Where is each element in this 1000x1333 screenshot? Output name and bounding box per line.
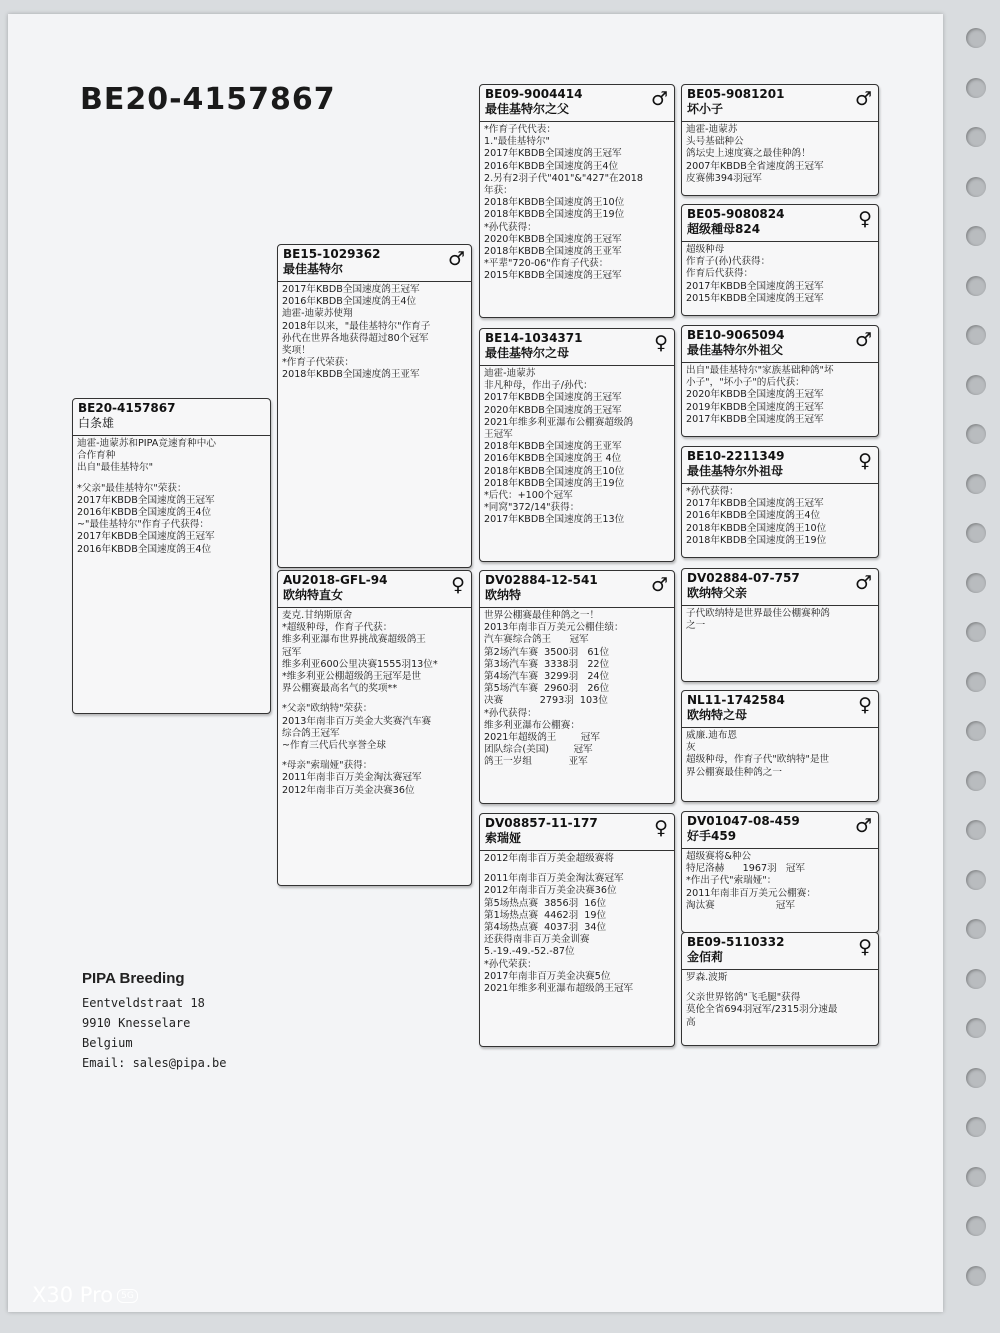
card-body — [682, 484, 878, 549]
breeder-address-line: Belgium — [82, 1036, 133, 1050]
ring-number: DV08857-11-177 — [485, 816, 598, 830]
pigeon-name: 好手459 — [687, 829, 737, 843]
achievement-line — [686, 984, 874, 992]
achievement-line: 之一 — [686, 620, 706, 632]
achievement-line — [484, 865, 670, 873]
card-body — [278, 608, 471, 799]
achievement-line: 2017年KBDB全国速度鸽王冠军 — [282, 284, 420, 295]
pigeon-name: 欧纳特父亲 — [687, 586, 748, 600]
achievement-line: 2017年KBDB全国速度鸽王冠军 — [484, 392, 622, 404]
pedigree-card-ssd — [681, 204, 879, 316]
achievement-line: *后代：+100个冠军 — [484, 490, 573, 502]
achievement-line: 维多利亚600公里决赛1555羽13位* — [282, 658, 438, 670]
achievement-line: 孙代在世界各地获得超过80个冠军 — [282, 332, 429, 344]
achievement-line: 迪霍-迪蒙苏 — [484, 368, 536, 379]
achievement-line: 2018年KBDB全国速度鸽王10位 — [484, 197, 625, 209]
achievement-line: 作育子(孙)代获得： — [686, 256, 771, 268]
achievement-line: 2016年KBDB全国速度鸽王4位 — [686, 510, 821, 522]
achievement-line: 冠军 — [282, 646, 302, 658]
achievement-line: *父亲"最佳基特尔"荣获： — [77, 482, 187, 494]
achievement-line: *母亲"索瑞娅"获得： — [282, 760, 373, 772]
achievement-line: 第5场汽车赛 2960羽 26位 — [484, 683, 610, 695]
achievement-line: *父亲"欧纳特"荣获： — [282, 703, 373, 715]
binder-hole — [966, 523, 986, 543]
binder-hole — [966, 1018, 986, 1038]
achievement-line: 2018年KBDB全国速度鸽王亚军 — [484, 246, 622, 258]
card-body — [682, 728, 878, 781]
achievement-line: 年获： — [484, 185, 513, 197]
ring-number: BE10-9065094 — [687, 328, 785, 342]
achievement-line: 2012年南非百万美金决赛36位 — [282, 784, 415, 796]
card-header — [682, 205, 878, 242]
achievement-line: 出自"最佳基特尔"家族基础种鸽"坏 — [686, 365, 834, 376]
achievement-line: 维多利亚瀑布世界挑战赛超级鸽王 — [282, 634, 426, 646]
achievement-line: 王冠军 — [484, 429, 513, 441]
card-header — [682, 85, 878, 122]
pedigree-card-sss — [681, 84, 879, 196]
card-header — [682, 569, 878, 606]
pedigree-card-dds — [681, 811, 879, 933]
achievement-line: 第5场热点赛 3856羽 16位 — [484, 897, 607, 909]
achievement-line: 头号基础种公 — [686, 136, 744, 148]
female-symbol-icon: ♀ — [858, 450, 872, 472]
binder-hole — [966, 325, 986, 345]
ring-number: DV01047-08-459 — [687, 814, 800, 828]
achievement-line: 2011年南非百万美元公棚赛： — [686, 887, 816, 899]
ring-number: BE20-4157867 — [78, 401, 176, 415]
achievement-line: 2011年南非百万美金淘汰赛冠军 — [282, 772, 422, 784]
achievement-line: 2019年KBDB全国速度鸽王冠军 — [686, 401, 824, 413]
achievement-line: *超级种母，作育子代获： — [282, 622, 393, 634]
achievement-line: 2016年KBDB全国速度鸽王4位 — [484, 160, 619, 172]
ring-number: DV02884-07-757 — [687, 571, 800, 585]
achievement-line: 2016年KBDB全国速度鸽王 4位 — [484, 453, 622, 465]
pedigree-card-dam — [277, 570, 472, 886]
ring-number: BE14-1034371 — [485, 331, 583, 345]
card-body — [682, 970, 878, 1031]
pigeon-name: 最佳基特尔外祖父 — [687, 343, 784, 357]
achievement-line: 超级赛将&种公 — [686, 851, 752, 862]
achievement-line: 2018年KBDB全国速度鸽王10位 — [484, 465, 625, 477]
card-body — [682, 122, 878, 187]
achievement-line: 2021年超级鸽王 冠军 — [484, 732, 600, 744]
achievement-line: 2018年KBDB全国速度鸽王19位 — [484, 209, 625, 221]
binder-hole — [966, 1167, 986, 1187]
achievement-line: 特尼洛赫 1967羽 冠军 — [686, 863, 806, 875]
ring-number: AU2018-GFL-94 — [283, 573, 388, 587]
achievement-line: ~作育三代后代享誉全球 — [282, 740, 386, 752]
binder-hole — [966, 177, 986, 197]
achievement-line: 2016年KBDB全国速度鸽王4位 — [77, 543, 212, 555]
binder-holes — [958, 0, 998, 1333]
card-body — [682, 363, 878, 428]
binder-hole — [966, 276, 986, 296]
achievement-line: 2020年KBDB全国速度鸽王冠军 — [484, 404, 622, 416]
achievement-line: *平辈"720-06"作育子代获： — [484, 258, 609, 270]
achievement-line: 世界公棚赛最佳种鸽之一！ — [484, 610, 600, 621]
achievement-line: 麦克.甘纳斯原舍 — [282, 610, 353, 621]
pedigree-card-dss — [681, 568, 879, 682]
binder-hole — [966, 424, 986, 444]
breeder-address-line: 9910 Knesselare — [82, 1016, 191, 1030]
achievement-line: 2013年南非百万美元公棚佳绩： — [484, 622, 624, 634]
achievement-line: 2018年KBDB全国速度鸽王19位 — [484, 477, 625, 489]
achievement-line: 2012年南非百万美金决赛36位 — [484, 885, 617, 897]
card-header — [682, 691, 878, 728]
breeder-contact — [82, 970, 227, 1073]
binder-hole — [966, 870, 986, 890]
binder-hole — [966, 622, 986, 642]
achievement-line: 淘汰赛 冠军 — [686, 899, 795, 911]
achievement-line: 皮赛佛394羽冠军 — [686, 172, 762, 184]
achievement-line: *作育子代代表： — [484, 124, 556, 135]
card-body — [278, 282, 471, 384]
ring-number: BE05-9081201 — [687, 87, 785, 101]
achievement-line: 2017年KBDB全国速度鸽王冠军 — [77, 531, 215, 543]
pedigree-card-sds — [681, 325, 879, 437]
achievement-line — [77, 475, 266, 483]
achievement-line: 2016年KBDB全国速度鸽王4位 — [282, 296, 417, 308]
achievement-line: *孙代获得： — [484, 707, 537, 719]
binder-hole — [966, 721, 986, 741]
page-title: BE20-4157867 — [80, 82, 336, 117]
card-body — [480, 122, 674, 285]
card-header — [278, 571, 471, 608]
achievement-line: 合作育种 — [77, 450, 116, 462]
achievement-line: *孙代获得： — [686, 486, 739, 497]
achievement-line: 2017年KBDB全国速度鸽王冠军 — [686, 280, 824, 292]
card-body — [682, 606, 878, 634]
achievement-line: 威廉.迪布恩 — [686, 730, 738, 741]
card-header — [480, 329, 674, 366]
card-header — [682, 447, 878, 484]
female-symbol-icon: ♀ — [654, 332, 668, 354]
achievement-line: 迪霍-迪蒙苏使翔 — [282, 308, 353, 320]
achievement-line: 超级种母 — [686, 244, 725, 255]
watermark-badge: 5G — [117, 1289, 138, 1303]
achievement-line: 迪霍-迪蒙苏和PIPA竞速育种中心 — [77, 438, 216, 449]
achievement-line: *维多利亚公棚超级鸽王冠军是世 — [282, 671, 422, 683]
card-body — [682, 849, 878, 914]
card-header — [480, 571, 674, 608]
pigeon-name: 金佰莉 — [687, 950, 724, 964]
breeder-name: PIPA Breeding — [82, 970, 185, 987]
achievement-line: 团队综合(美国) 冠军 — [484, 744, 593, 756]
ring-number: BE15-1029362 — [283, 247, 381, 261]
achievement-line: 决赛 2793羽 103位 — [484, 695, 608, 707]
female-symbol-icon: ♀ — [654, 817, 668, 839]
male-symbol-icon: ♂ — [650, 574, 668, 596]
female-symbol-icon: ♀ — [858, 694, 872, 716]
achievement-line: 2012年南非百万美金超级赛将 — [484, 853, 614, 864]
pigeon-name: 索瑞娅 — [485, 831, 522, 845]
ring-number: BE10-2211349 — [687, 449, 785, 463]
achievement-line: 2011年南非百万美金淘汰赛冠军 — [484, 873, 624, 885]
ring-number: BE09-9004414 — [485, 87, 583, 101]
male-symbol-icon: ♂ — [854, 572, 872, 594]
binder-hole — [966, 573, 986, 593]
binder-hole — [966, 474, 986, 494]
camera-watermark — [32, 1283, 138, 1307]
male-symbol-icon: ♂ — [854, 815, 872, 837]
achievement-line: 作育后代获得： — [686, 268, 754, 280]
pedigree-card-ds — [479, 570, 675, 804]
pigeon-name: 最佳基特尔 — [283, 262, 344, 276]
pedigree-card-subject — [72, 398, 271, 714]
achievement-line: 高 — [686, 1016, 696, 1028]
achievement-line: 汽车赛综合鸽王 冠军 — [484, 634, 589, 646]
binder-hole — [966, 919, 986, 939]
achievement-line: *作育子代荣获： — [282, 357, 354, 369]
achievement-line: 2013年南非百万美金大奖赛汽车赛 — [282, 715, 432, 727]
achievement-line: *孙代荣获： — [484, 958, 537, 970]
binder-hole — [966, 127, 986, 147]
achievement-line: 综合鸽王冠军 — [282, 727, 340, 739]
female-symbol-icon: ♀ — [451, 574, 465, 596]
achievement-line: 2018年以来，"最佳基特尔"作育子 — [282, 320, 431, 332]
achievement-line: 出自"最佳基特尔" — [77, 462, 153, 474]
achievement-line: 2015年KBDB全国速度鸽王冠军 — [686, 292, 824, 304]
achievement-line: 2018年KBDB全国速度鸽王亚军 — [282, 369, 420, 381]
achievement-line: 奖项！ — [282, 345, 311, 357]
achievement-line: 罗森.波斯 — [686, 972, 728, 983]
binder-hole — [966, 820, 986, 840]
breeder-address-line: Eentveldstraat 18 — [82, 996, 205, 1010]
achievement-line: 2020年KBDB全国速度鸽王冠军 — [686, 389, 824, 401]
achievement-line: 2021年维多利亚瀑布超级鸽王冠军 — [484, 983, 634, 995]
achievement-line: 第2场汽车赛 3500羽 61位 — [484, 646, 610, 658]
male-symbol-icon: ♂ — [854, 329, 872, 351]
binder-hole — [966, 375, 986, 395]
female-symbol-icon: ♀ — [858, 208, 872, 230]
ring-number: DV02884-12-541 — [485, 573, 598, 587]
pigeon-name: 欧纳特之母 — [687, 708, 748, 722]
pedigree-card-sdd — [681, 446, 879, 558]
achievement-line: *同窝"372/14"获得： — [484, 502, 580, 514]
achievement-line: 2.另有2羽子代"401"&"427"在2018 — [484, 172, 643, 184]
pigeon-name: 超级種母824 — [687, 222, 761, 236]
card-body — [480, 608, 674, 771]
achievement-line: 界公棚赛最高名气的奖项** — [282, 683, 398, 695]
pigeon-name: 最佳基特尔之父 — [485, 102, 570, 116]
male-symbol-icon: ♂ — [447, 248, 465, 270]
card-header — [73, 399, 270, 436]
achievement-line: 鸽王一岁组 亚军 — [484, 756, 588, 768]
achievement-line: 鸽坛史上速度赛之最佳种鸽！ — [686, 148, 811, 160]
card-header — [682, 812, 878, 849]
pedigree-card-sd — [479, 328, 675, 562]
card-header — [682, 933, 878, 970]
binder-hole — [966, 78, 986, 98]
ring-number: BE05-9080824 — [687, 207, 785, 221]
achievement-line: 2017年KBDB全国速度鸽王冠军 — [686, 413, 824, 425]
pedigree-card-sire — [277, 244, 472, 568]
pigeon-name: 最佳基特尔外祖母 — [687, 464, 784, 478]
male-symbol-icon: ♂ — [854, 88, 872, 110]
achievement-line: 2016年KBDB全国速度鸽王4位 — [77, 507, 212, 519]
achievement-line: 2017年KBDB全国速度鸽王冠军 — [77, 494, 215, 506]
achievement-line: 第1场热点赛 4462羽 19位 — [484, 909, 607, 921]
achievement-line: 2017年KBDB全国速度鸽王冠军 — [484, 148, 622, 160]
achievement-line: 2017年KBDB全国速度鸽王13位 — [484, 514, 625, 526]
breeder-email: Email: sales@pipa.be — [82, 1056, 227, 1070]
card-header — [480, 814, 674, 851]
ring-number: BE09-5110332 — [687, 935, 785, 949]
binder-hole — [966, 1216, 986, 1236]
achievement-line: 2017年南非百万美金决赛5位 — [484, 970, 611, 982]
female-symbol-icon: ♀ — [858, 936, 872, 958]
binder-hole — [966, 771, 986, 791]
achievement-line: ~"最佳基特尔"作育子代获得： — [77, 519, 209, 531]
achievement-line: 2018年KBDB全国速度鸽王19位 — [686, 534, 827, 546]
pigeon-name: 坏小子 — [687, 102, 724, 116]
binder-hole — [966, 1266, 986, 1286]
ring-number: NL11-1742584 — [687, 693, 785, 707]
binder-hole — [966, 672, 986, 692]
achievement-line: 2007年KBDB全省速度鸽王冠军 — [686, 160, 824, 172]
card-body — [480, 366, 674, 529]
binder-hole — [966, 1068, 986, 1088]
card-body — [480, 851, 674, 997]
card-header — [278, 245, 471, 282]
achievement-line: *孙代获得： — [484, 221, 537, 233]
achievement-line: *作出子代"索瑞娅"： — [686, 875, 777, 887]
binder-hole — [966, 28, 986, 48]
binder-hole — [966, 1117, 986, 1137]
achievement-line: 维多利亚瀑布公棚赛： — [484, 719, 580, 731]
achievement-line: 迪霍-迪蒙苏 — [686, 124, 738, 135]
achievement-line: 灰 — [686, 742, 696, 754]
achievement-line: 第4场热点赛 4037羽 34位 — [484, 922, 607, 934]
achievement-line: 小子"，"坏小子"的后代获： — [686, 377, 805, 389]
achievement-line: 2018年KBDB全国速度鸽王亚军 — [484, 441, 622, 453]
achievement-line: 非凡种母，作出子/孙代： — [484, 380, 593, 392]
achievement-line: 2020年KBDB全国速度鸽王冠军 — [484, 233, 622, 245]
achievement-line: 5.-19.-49.-52.-87位 — [484, 946, 575, 958]
achievement-line: 第4场汽车赛 3299羽 24位 — [484, 671, 610, 683]
achievement-line: 2021年维多利亚瀑布公棚赛超级鸽 — [484, 416, 634, 428]
achievement-line: 界公棚赛最佳种鸽之一 — [686, 766, 782, 778]
pedigree-card-ddd — [681, 932, 879, 1046]
card-body — [682, 242, 878, 307]
achievement-line: 第3场汽车赛 3338羽 22位 — [484, 658, 610, 670]
achievement-line: 子代欧纳特是世界最佳公棚赛种鸽 — [686, 608, 830, 619]
achievement-line: 超级种母，作育子代"欧纳特"是世 — [686, 754, 830, 766]
binder-hole — [966, 969, 986, 989]
pedigree-card-dd — [479, 813, 675, 1047]
pedigree-card-dsd — [681, 690, 879, 802]
pigeon-name: 白条雄 — [78, 416, 115, 430]
achievement-line: 莫伦全省694羽冠军/2315羽分速最 — [686, 1004, 838, 1016]
card-header — [682, 326, 878, 363]
pedigree-card-ss — [479, 84, 675, 318]
pigeon-name: 最佳基特尔之母 — [485, 346, 570, 360]
achievement-line: 1."最佳基特尔" — [484, 136, 550, 148]
watermark-text: X30 Pro — [32, 1283, 114, 1307]
pigeon-name: 欧纳特直女 — [283, 588, 344, 602]
card-body — [73, 436, 270, 558]
achievement-line: 2018年KBDB全国速度鸽王10位 — [686, 522, 827, 534]
card-header — [480, 85, 674, 122]
achievement-line: 父亲世界铭鸽"飞毛腿"获得 — [686, 992, 801, 1004]
achievement-line: 2017年KBDB全国速度鸽王冠军 — [686, 498, 824, 510]
pigeon-name: 欧纳特 — [485, 588, 522, 602]
male-symbol-icon: ♂ — [650, 88, 668, 110]
binder-hole — [966, 226, 986, 246]
achievement-line: 还获得南非百万美金训赛 — [484, 934, 590, 946]
achievement-line: 2015年KBDB全国速度鸽王冠军 — [484, 270, 622, 282]
